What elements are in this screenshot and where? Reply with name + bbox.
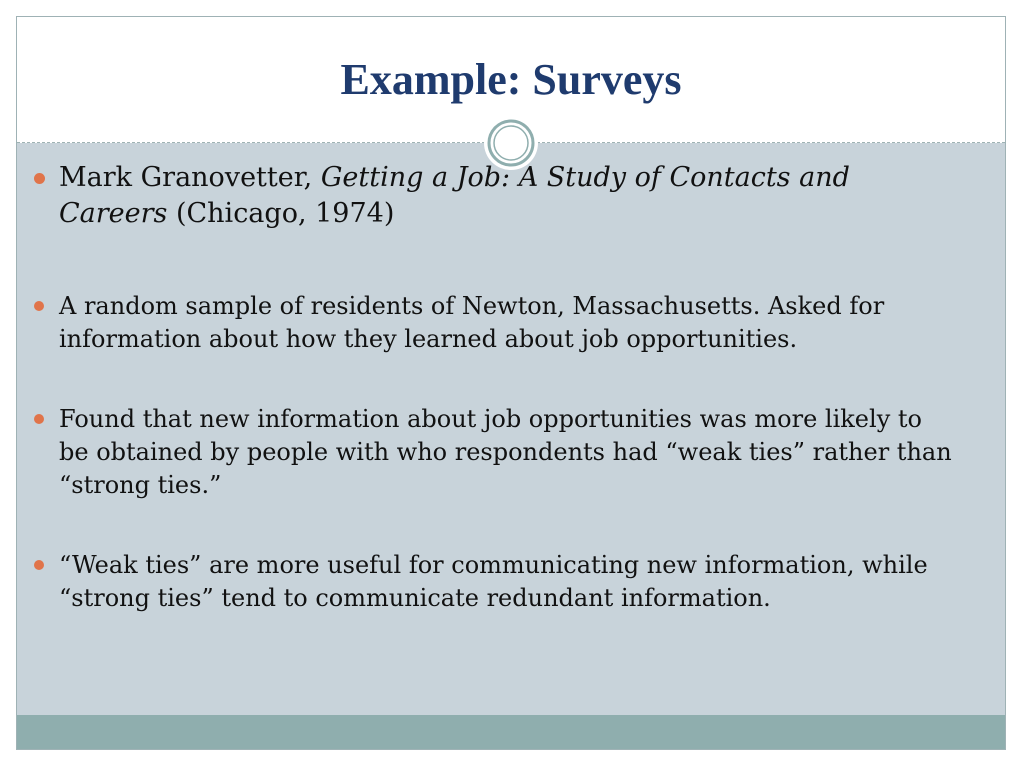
bullet-text: Found that new information about job opportunities was more likely to be obtained by people with who respondents had “weak ties” rather than “strong ties.”	[59, 405, 952, 499]
citation-publication: (Chicago, 1974)	[167, 198, 395, 229]
citation-author: Mark Granovetter,	[59, 162, 321, 193]
bullet-item-random-sample	[34, 290, 954, 356]
bullet-list	[34, 160, 954, 662]
bullet-item-finding	[34, 403, 954, 502]
bullet-dot-icon	[34, 560, 44, 570]
citation-book-title: Getting a Job: A Study of Contacts and Careers	[59, 162, 850, 229]
bullet-text: A random sample of residents of Newton, Massachusetts. Asked for information about how they learned about job opportunities.	[59, 292, 885, 353]
footer-band	[17, 715, 1005, 750]
slide-title: Example: Surveys	[340, 55, 682, 104]
bullet-dot-icon	[34, 301, 44, 311]
bullet-item-weak-ties	[34, 549, 954, 615]
bullet-item-granovetter	[34, 160, 954, 232]
bullet-dot-icon	[34, 414, 44, 424]
bullet-dot-icon	[34, 173, 45, 184]
bullet-text: “Weak ties” are more useful for communicating new information, while “strong ties” tend to communicate redundant information.	[59, 551, 928, 612]
